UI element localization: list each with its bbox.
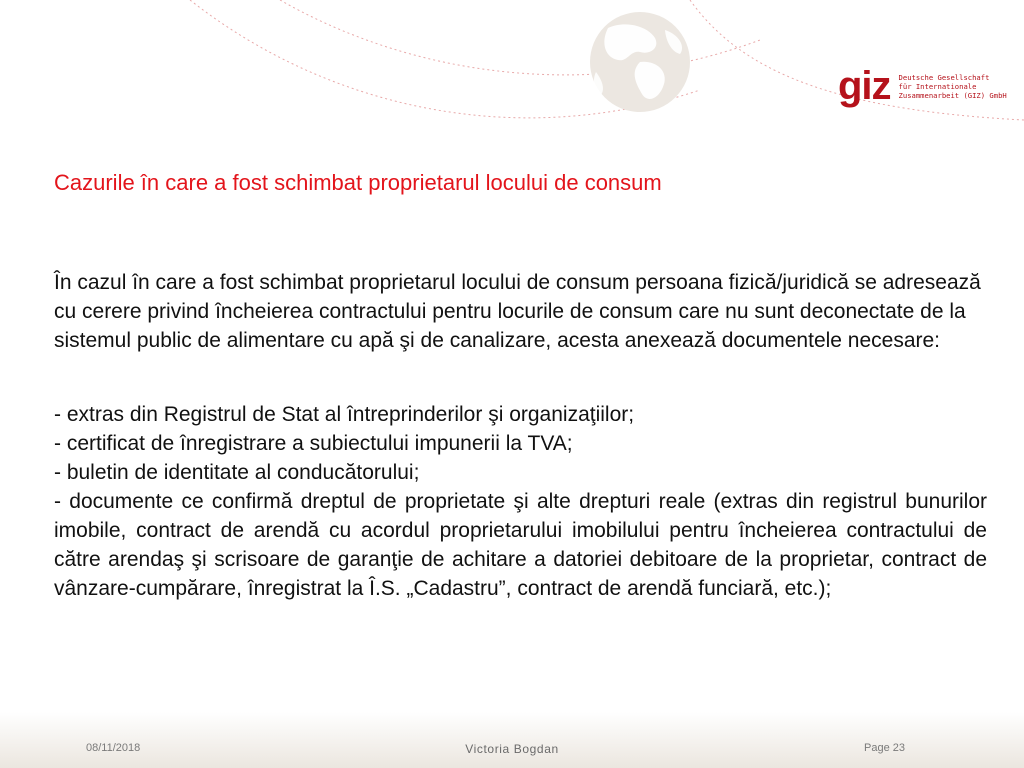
slide-title: Cazurile în care a fost schimbat proprietarul locului de consum (54, 170, 662, 195)
footer-author: Victoria Bogdan (465, 742, 559, 756)
giz-logo-text: Deutsche Gesellschaft für Internationale Zusammenarbeit (GIZ) GmbH (898, 72, 1007, 100)
list-item: - extras din Registrul de Stat al întreprinderilor şi organizaţiilor; (54, 403, 635, 426)
list-item: - documente ce confirmă dreptul de proprietate şi alte drepturi reale (extras din registrul bunurilor imobile, contract de arendă cu acordul proprietarului imobilului pentru încheierea contractului de către arendaş şi scrisoare de garanţie de achitare a datoriei debitoare de la proprietar, contract de vânzare-cumpărare, înregistrat la Î.S. „Cadastru”, contract de arendă funciară, etc.); (54, 490, 987, 600)
list-item: - certificat de înregistrare a subiectului impunerii la TVA; (54, 432, 573, 455)
list-item: - buletin de identitate al conducătorului; (54, 461, 420, 484)
giz-logo-mark: giz (838, 64, 891, 108)
documents-list (54, 400, 987, 603)
header-decoration (0, 0, 1024, 260)
footer-page-number: Page 23 (864, 742, 905, 754)
globe-icon (590, 12, 690, 112)
giz-logo (838, 66, 1007, 106)
intro-paragraph: În cazul în care a fost schimbat proprietarul locului de consum persoana fizică/juridică se adresează cu cerere privind încheierea contractului pentru locurile de consum care nu sunt deconectate de la sistemul public de alimentare cu apă şi de canalizare, acesta anexează documentele necesare: (54, 271, 981, 352)
footer-date: 08/11/2018 (86, 742, 141, 754)
footer-bar (0, 712, 1024, 768)
